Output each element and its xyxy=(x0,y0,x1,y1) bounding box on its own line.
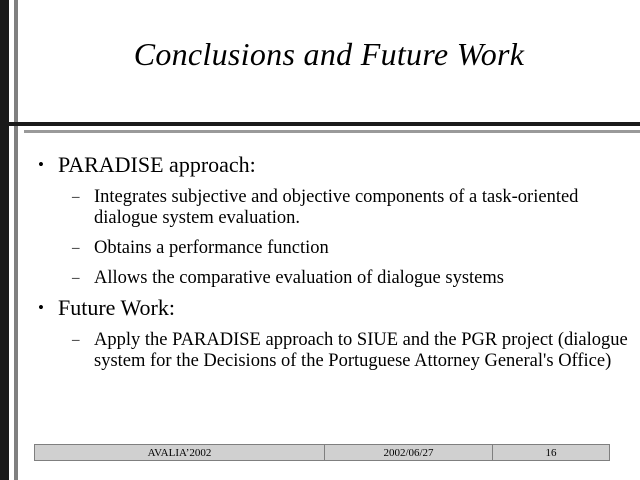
title-divider-dark xyxy=(0,122,640,126)
bullet-text: Obtains a performance function xyxy=(94,238,329,258)
footer-date: 2002/06/27 xyxy=(325,445,493,460)
bullet-text: Integrates subjective and objective components of a task-oriented dialogue system evaluation. xyxy=(94,187,579,228)
bullet-dash-icon: – xyxy=(72,189,80,205)
page-title: Conclusions and Future Work xyxy=(133,36,525,72)
left-decorative-bar-gray xyxy=(14,0,18,480)
footer-page-number: 16 xyxy=(493,445,609,460)
bullet-text: PARADISE approach: xyxy=(58,152,256,177)
bullet-item-level1 xyxy=(34,152,634,178)
bullet-item-level2 xyxy=(34,330,634,372)
title-divider-gray xyxy=(24,130,640,133)
bullet-text: Future Work: xyxy=(58,295,175,320)
bullet-item-level2 xyxy=(34,238,634,259)
bullet-dash-icon: – xyxy=(72,332,80,348)
slide-footer xyxy=(34,444,610,461)
slide-body xyxy=(34,148,634,378)
bullet-text: Allows the comparative evaluation of dialogue systems xyxy=(94,268,504,288)
footer-event: AVALIA’2002 xyxy=(35,445,325,460)
left-decorative-bar-dark xyxy=(0,0,9,480)
bullet-dot-icon: • xyxy=(38,298,44,317)
bullet-dot-icon: • xyxy=(38,155,44,174)
bullet-dash-icon: – xyxy=(72,270,80,286)
bullet-text: Apply the PARADISE approach to SIUE and the PGR project (dialogue system for the Decisions of the Portuguese Attorney General's Office) xyxy=(94,330,628,371)
title-area xyxy=(24,0,640,122)
bullet-item-level1 xyxy=(34,295,634,321)
bullet-dash-icon: – xyxy=(72,240,80,256)
bullet-item-level2 xyxy=(34,187,634,229)
bullet-item-level2 xyxy=(34,268,634,289)
